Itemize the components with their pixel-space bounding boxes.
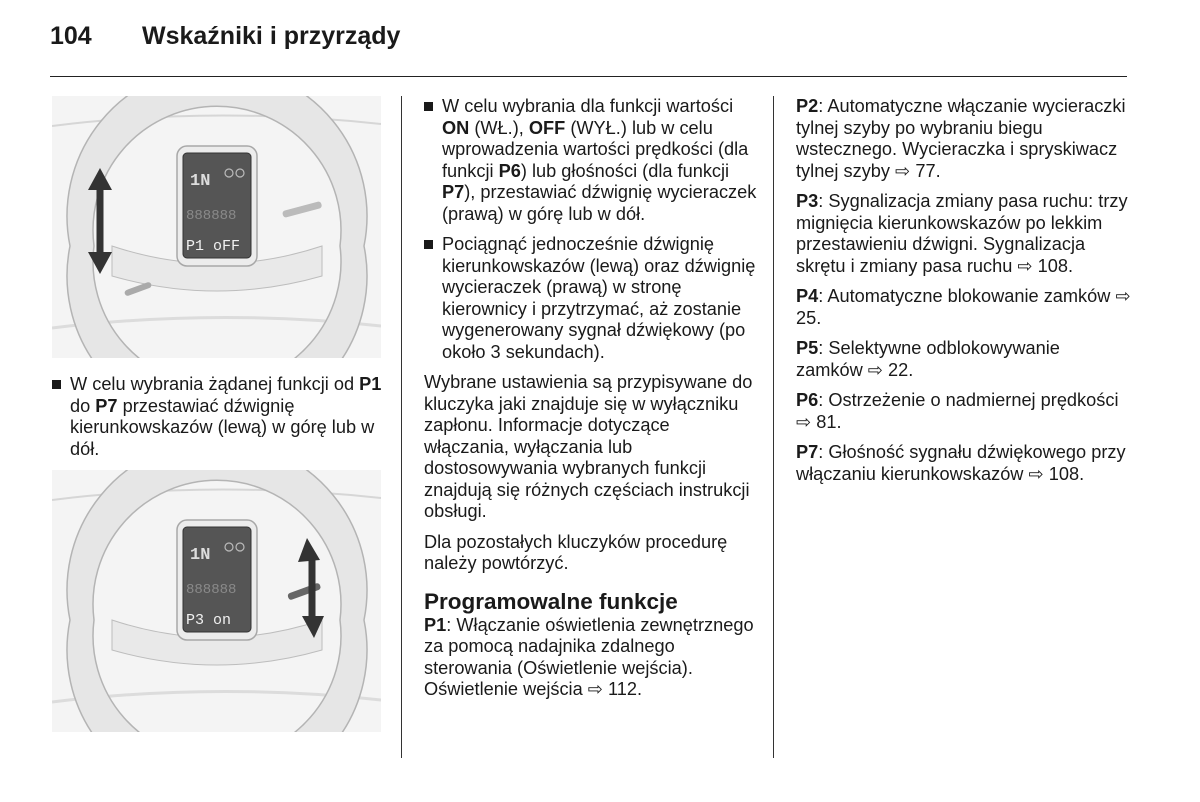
page-title: Wskaźniki i przyrządy <box>142 22 401 50</box>
column-divider <box>401 96 402 758</box>
function-p5: P5: Selektywne odblokowywanie zamków ⇨ 22. <box>796 338 1060 380</box>
header-rule <box>50 76 1127 77</box>
page-header <box>50 22 400 51</box>
display-digits: 888888 <box>186 582 237 598</box>
function-p3: P3: Sygnalizacja zmiany pasa ruchu: trzy mignięcia kierunkowskazów po lekkim przestawieniu dźwigni. Sygnalizacja skrętu i zmiany pasa ruchu ⇨ 108. <box>796 191 1128 276</box>
page-number: 104 <box>50 22 92 50</box>
steering-wheel-figure-1 <box>52 96 381 358</box>
display-digits: 888888 <box>186 208 237 224</box>
function-p7: P7: Głośność sygnału dźwiękowego przy włączaniu kierunkowskazów ⇨ 108. <box>796 442 1126 484</box>
function-p2: P2: Automatyczne włączanie wycieraczki tylnej szyby po wybraniu biegu wstecznego. Wycieraczka i spryskiwacz tylnej szyby ⇨ 77. <box>796 96 1126 181</box>
instruction-bullet: Pociągnąć jednocześnie dźwignię kierunkowskazów (lewą) oraz dźwignię wycieraczek (prawą) w stronę kierownicy i przytrzymać, aż zostanie wygenerowany sygnał dźwiękowy (po około 3 sekundach). <box>424 234 759 363</box>
display-text: P3 on <box>186 612 232 629</box>
column-divider <box>773 96 774 758</box>
instruction-bullet: W celu wybrania dla funkcji wartości ON (WŁ.), OFF (WYŁ.) lub w celu wprowadzenia wartości prędkości (dla funkcji P6) lub głośności (dla funkcji P7), przestawiać dźwignię wycieraczek (prawą) w górę lub w dół. <box>424 96 759 225</box>
column-2 <box>424 96 759 710</box>
section-heading: Programowalne funkcje <box>424 588 678 614</box>
display-top-symbol: 1N <box>190 172 211 191</box>
function-p1: P1: Włączanie oświetlenia zewnętrznego za pomocą nadajnika zdalnego sterowania (Oświetlenie wejścia). Oświetlenie wejścia ⇨ 112. <box>424 614 754 699</box>
instruction-bullet: W celu wybrania żądanej funkcji od P1 do P7 przestawiać dźwignię kierunkowskazów (lewą) w górę lub w dół. <box>52 374 382 460</box>
function-p6: P6: Ostrzeżenie o nadmiernej prędkości ⇨ 81. <box>796 390 1119 432</box>
column-3 <box>796 96 1131 494</box>
paragraph: Wybrane ustawienia są przypisywane do kluczyka jaki znajduje się w wyłączniku zapłonu. Informacje dotyczące włączania, wyłączania lub dostosowywania wybranych funkcji znajdują się różnych częściach instrukcji obsługi. <box>424 372 753 521</box>
paragraph: Dla pozostałych kluczyków procedurę należy powtórzyć. <box>424 531 728 573</box>
steering-wheel-figure-2 <box>52 470 381 732</box>
display-top-symbol: 1N <box>190 546 211 565</box>
function-p4: P4: Automatyczne blokowanie zamków ⇨ 25. <box>796 286 1131 328</box>
display-text: P1 oFF <box>186 238 241 255</box>
column-1 <box>52 374 382 469</box>
